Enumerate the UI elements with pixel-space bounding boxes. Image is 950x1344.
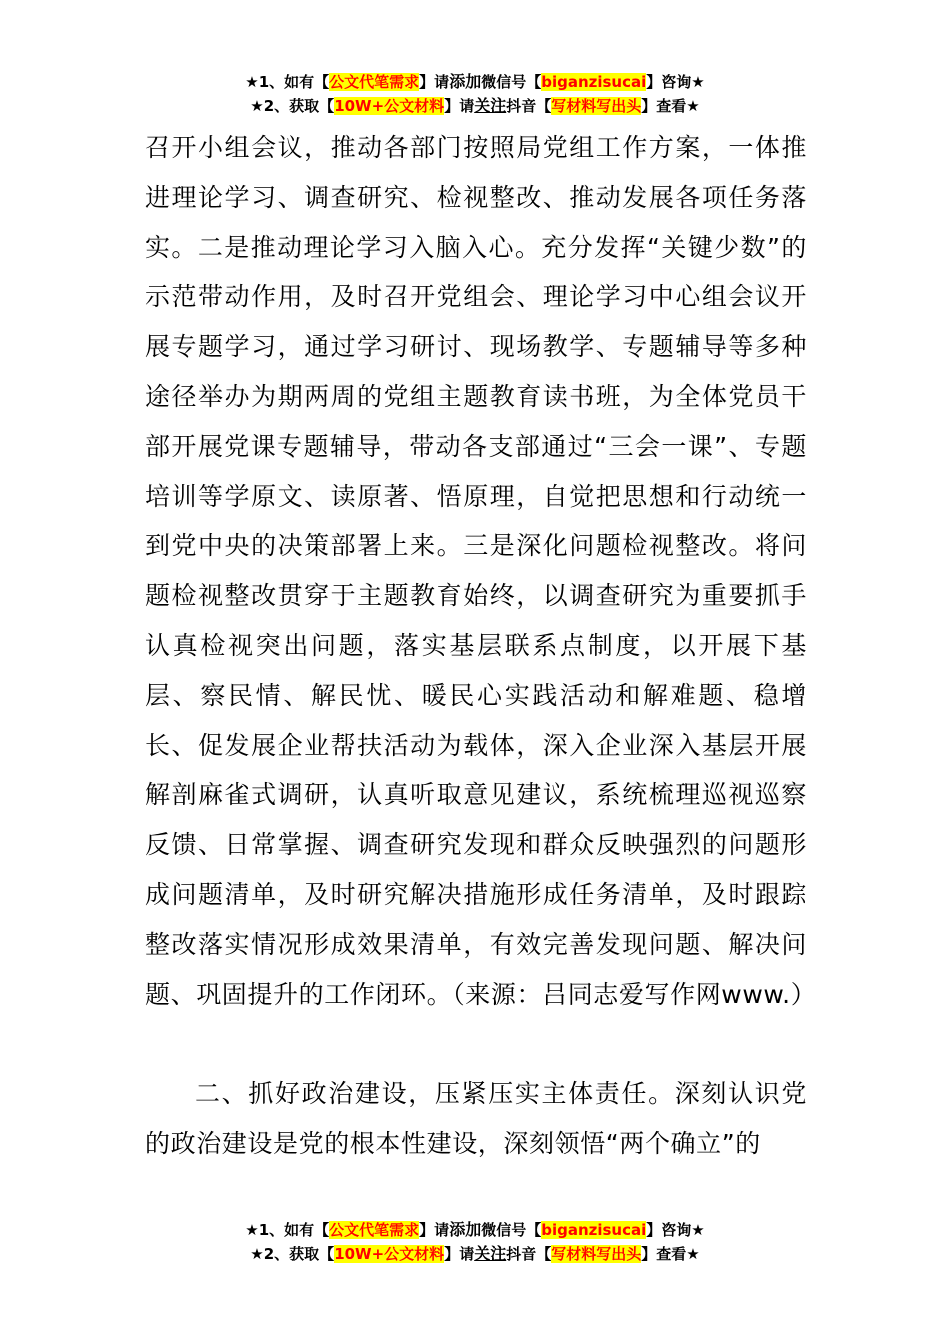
- banner-text: ★1、如有【: [245, 1221, 330, 1239]
- banner-text: 微信号【: [481, 73, 542, 91]
- banner-line-2: [0, 1242, 950, 1266]
- highlight-douyin-account: 写材料写出头: [551, 97, 642, 115]
- banner-text: 】咨询★: [646, 1221, 705, 1239]
- banner-line-1: [0, 1218, 950, 1242]
- body-paragraph-1: 召开小组会议，推动各部门按照局党组工作方案，一体推进理论学习、调查研究、检视整改、推动发展各项任务落实。二是推动理论学习入脑入心。充分发挥“关键少数”的示范带动作用，及时召开党组会、理论学习中心组会议开展专题学习，通过学习研讨、现场教学、专题辅导等多种途径举办为期两周的党组主题教育读书班，为全体党员干部开展党课专题辅导，带动各支部通过“三会一课”、专题培训等学原文、读原著、悟原理，自觉把思想和行动统一到党中央的决策部署上来。三是深化问题检视整改。将问题检视整改贯穿于主题教育始终，以调查研究为重要抓手认真检视突出问题，落实基层联系点制度，以开展下基层、察民情、解民忧、暖民心实践活动和解难题、稳增长、促发展企业帮扶活动为载体，深入企业深入基层开展解剖麻雀式调研，认真听取意见建议，系统梳理巡视巡察反馈、日常掌握、调查研究发现和群众反映强烈的问题形成问题清单，及时研究解决措施形成任务清单，及时跟踪整改落实情况形成效果清单，有效完善发现问题、解决问题、巩固提升的工作闭环。（来源：吕同志爱写作网www.）: [145, 133, 817, 1009]
- promo-banner-top: [0, 70, 950, 118]
- highlight-douyin-account: 写材料写出头: [551, 1245, 642, 1263]
- banner-text: 】请: [444, 1245, 475, 1263]
- banner-text: 抖音【: [506, 1245, 552, 1263]
- banner-emphasis: 关注: [474, 96, 507, 115]
- banner-text: 】查看★: [641, 97, 700, 115]
- banner-emphasis: 关注: [474, 1244, 507, 1263]
- document-body: [145, 123, 817, 1169]
- banner-text: ★2、获取【: [250, 97, 335, 115]
- highlight-service: 公文代笔需求: [329, 1221, 420, 1239]
- highlight-materials: 10W+公文材料: [334, 1245, 445, 1263]
- banner-line-2: [0, 94, 950, 118]
- highlight-service: 公文代笔需求: [329, 73, 420, 91]
- highlight-wechat-id: biganzisucai: [541, 1221, 647, 1239]
- banner-text: 】咨询★: [646, 73, 705, 91]
- banner-text: 抖音【: [506, 97, 552, 115]
- banner-text: 】查看★: [641, 1245, 700, 1263]
- highlight-wechat-id: biganzisucai: [541, 73, 647, 91]
- highlight-materials: 10W+公文材料: [334, 97, 445, 115]
- banner-text: 】请: [419, 73, 450, 91]
- promo-banner-bottom: [0, 1218, 950, 1266]
- banner-text: ★1、如有【: [245, 73, 330, 91]
- banner-text: 】请: [419, 1221, 450, 1239]
- banner-text: 微信号【: [481, 1221, 542, 1239]
- banner-line-1: [0, 70, 950, 94]
- banner-emphasis: 添加: [449, 1220, 482, 1239]
- banner-text: ★2、获取【: [250, 1245, 335, 1263]
- banner-emphasis: 添加: [449, 72, 482, 91]
- banner-text: 】请: [444, 97, 475, 115]
- body-paragraph-2: 二、抓好政治建设，压紧压实主体责任。深刻认识党的政治建设是党的根本性建设，深刻领悟“两个确立”的: [145, 1079, 807, 1158]
